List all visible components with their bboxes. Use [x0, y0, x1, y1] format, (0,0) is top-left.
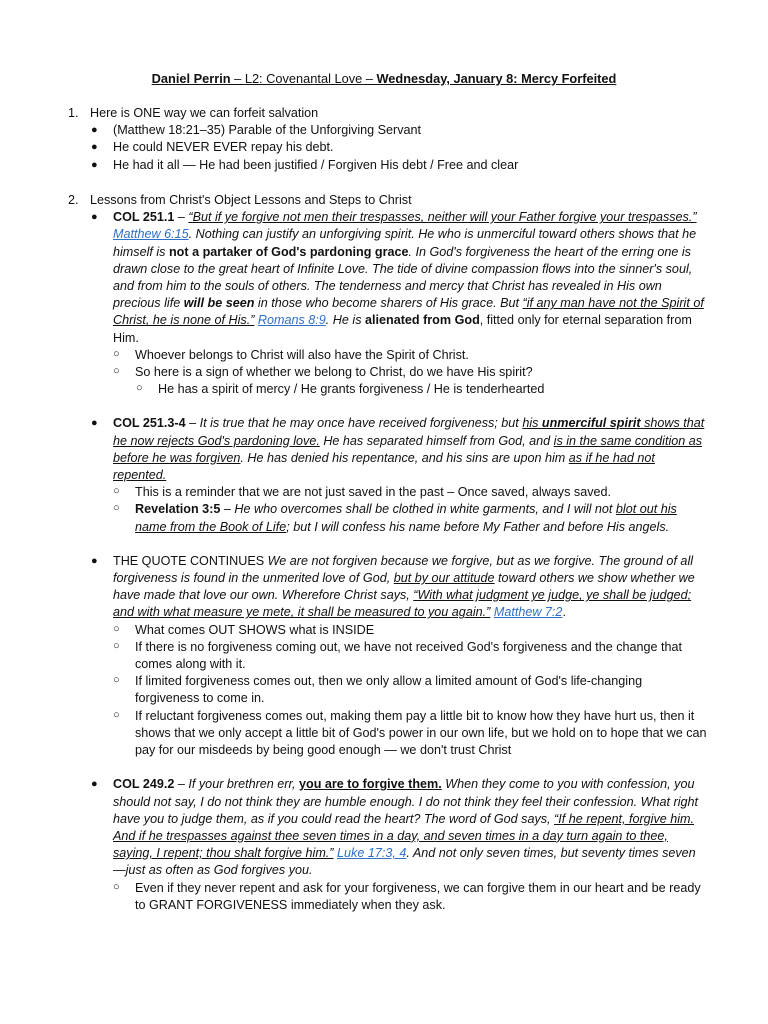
quote-reference: COL 249.2	[113, 777, 175, 792]
bullet-icon: ●	[91, 554, 98, 567]
document-title: Daniel Perrin – L2: Covenantal Love – Wednesday, January 8: Mercy Forfeited	[151, 71, 617, 86]
bullet-icon: ●	[91, 158, 98, 171]
list-subitem: ○ Whoever belongs to Christ will also have the Spirit of Christ.	[113, 347, 469, 362]
list-subitem: ○ So here is a sign of whether we belong to Christ, do we have His spirit?	[113, 365, 533, 380]
scripture-link[interactable]: Luke 17:3, 4	[337, 846, 407, 861]
circle-icon: ○	[136, 382, 143, 395]
list-subitem: ○ If limited forgiveness comes out, then we only allow a limited amount of God's life-changing forgiveness to come in.	[113, 674, 643, 706]
section-2-list-d	[68, 776, 708, 914]
circle-icon: ○	[113, 708, 120, 721]
section-heading: Lessons from Christ's Object Lessons and Steps to Christ	[90, 193, 412, 207]
section-2-list	[68, 209, 708, 398]
section-2	[68, 192, 708, 914]
list-item: ● He had it all — He had been justified / Forgiven His debt / Free and clear	[113, 157, 708, 174]
section-1-list	[68, 122, 708, 174]
list-subitem: ○ If reluctant forgiveness comes out, making them pay a little bit to know how they have hurt us, then it shows that we only accept a little bit of God's power in our own life, but we hold on to hope that we can pay for our misdeeds by being good enough — we don't trust Christ	[113, 708, 707, 758]
bullet-icon: ●	[91, 124, 98, 137]
circle-icon: ○	[113, 880, 120, 893]
quote-reference: COL 251.3-4	[113, 416, 186, 431]
list-subitem: ○ This is a reminder that we are not just saved in the past – Once saved, always saved.	[113, 485, 612, 500]
bullet-icon: ●	[91, 141, 98, 154]
circle-icon: ○	[113, 622, 120, 635]
section-1	[68, 105, 708, 174]
circle-icon: ○	[113, 502, 120, 515]
scripture-link[interactable]: Matthew 7:2	[493, 605, 563, 620]
section-number: 1.	[68, 106, 79, 120]
bullet-icon: ●	[91, 778, 98, 791]
list-subitem: ○ Even if they never repent and ask for your forgiveness, we can forgive them in our heart and be ready to GRANT FORGIVENESS immediately when they ask.	[113, 880, 701, 912]
list-item: ● (Matthew 18:21–35) Parable of the Unforgiving Servant	[113, 122, 708, 139]
bullet-icon: ●	[91, 417, 98, 430]
section-2-list-b	[68, 415, 708, 535]
section-heading: Here is ONE way we can forfeit salvation	[90, 106, 319, 120]
quote-reference: Revelation 3:5	[135, 502, 221, 517]
circle-icon: ○	[113, 347, 120, 360]
bullet-icon: ●	[91, 211, 98, 224]
quote-continues: ● THE QUOTE CONTINUES We are not forgiven because we forgive, but as we forgive. The ground of all forgiveness is found in the unmerited love of God, but by our attitude toward others we show whether we have made that love our own. Wherefore Christ says, “With what judgment ye judge, ye shall be judged; and with what measure ye mete, it shall be measured to you again.” Matthew 7:2.	[91, 553, 695, 620]
section-number: 2.	[68, 193, 79, 207]
list-subsubitem: ○ He has a spirit of mercy / He grants forgiveness / He is tenderhearted	[136, 382, 545, 397]
quote-col-251-3-4: ● COL 251.3-4 – It is true that he may once have received forgiveness; but his unmerciful spirit shows that he now rejects God's pardoning love. He has separated himself from God, and is in the same condition as before he was forgiven. He has denied his repentance, and his sins are upon him as if he had not repented.	[91, 416, 705, 483]
quote-col-251-1: ● COL 251.1 – “But if ye forgive not men their trespasses, neither will your Father forgive your trespasses.” Matthew 6:15. Nothing can justify an unforgiving spirit. He who is unmerciful toward others shows that he himself is not a partaker of God's pardoning grace. In God's forgiveness the heart of the erring one is drawn close to the great heart of Infinite Love. The tide of divine compassion flows into the sinner's soul, and from him to the souls of others. The tenderness and mercy that Christ has revealed in His own precious life will be seen in those who become sharers of His grace. But “if any man have not the Spirit of Christ, he is none of His.” Romans 8:9. He is alienated from God, fitted only for eternal separation from Him.	[91, 210, 704, 345]
circle-icon: ○	[113, 639, 120, 652]
author-name: Daniel Perrin	[151, 71, 231, 86]
list-subitem: ○ Revelation 3:5 – He who overcomes shall be clothed in white garments, and I will not blot out his name from the Book of Life; but I will confess his name before My Father and before His angels.	[113, 502, 677, 534]
list-subitem: ○ What comes OUT SHOWS what is INSIDE	[113, 622, 375, 637]
quote-reference: COL 251.1	[113, 210, 175, 225]
scripture-link[interactable]: Romans 8:9	[257, 313, 326, 328]
circle-icon: ○	[113, 485, 120, 498]
circle-icon: ○	[113, 674, 120, 687]
circle-icon: ○	[113, 365, 120, 378]
section-2-list-c	[68, 553, 708, 759]
lesson-name: L2: Covenantal Love	[244, 71, 363, 86]
list-item: ● He could NEVER EVER repay his debt.	[113, 139, 708, 156]
lesson-date: Wednesday, January 8: Mercy Forfeited	[376, 71, 617, 86]
list-subitem: ○ If there is no forgiveness coming out, we have not received God's forgiveness and the change that comes along with it.	[113, 639, 683, 672]
scripture-link[interactable]: Matthew 6:15	[113, 227, 189, 242]
quote-col-249-2: ● COL 249.2 – If your brethren err, you are to forgive them. When they come to you with confession, you should not say, I do not think they are humble enough. I do not think they feel their confession. What right have you to judge them, as if you could read the heart? The word of God says, “If he repent, forgive him. And if he trespasses against thee seven times in a day, and seven times in a day turn again to thee, saying, I repent; thou shalt forgive him.” Luke 17:3, 4. And not only seven times, but seventy times seven—just as often as God forgives you.	[91, 777, 699, 878]
